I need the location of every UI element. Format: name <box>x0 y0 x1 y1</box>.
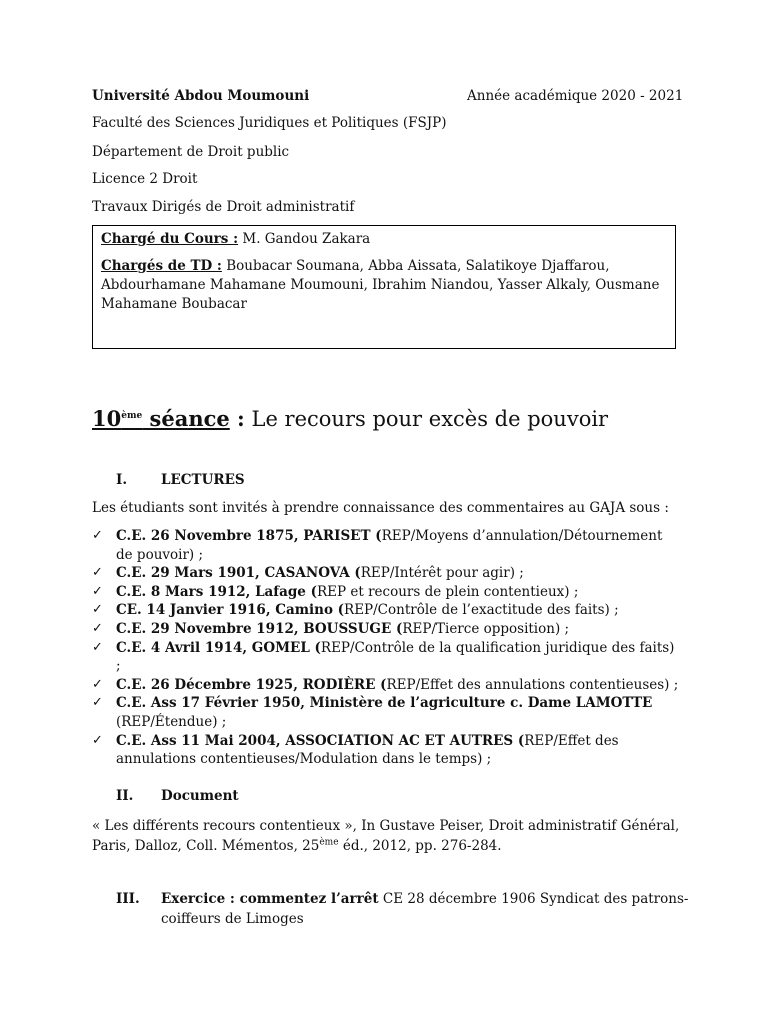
staff-box <box>92 225 676 349</box>
case-item <box>92 564 682 583</box>
course-lecturer <box>101 230 667 249</box>
td-instructors-label: Chargés de TD : <box>101 258 222 274</box>
checkmark-icon: ✓ <box>92 676 103 692</box>
section-heading-lectures: I. LECTURES <box>116 472 245 488</box>
case-citation: C.E. Ass 17 Février 1950, Ministère de l’agriculture c. Dame LAMOTTE <box>116 695 653 712</box>
section-heading-exercise: III. Exercice : commentez l’arrêt CE 28 décembre 1906 Syndicat des patrons- <box>116 891 689 907</box>
checkmark-icon: ✓ <box>92 565 103 581</box>
lectures-intro: Les étudiants sont invités à prendre connaissance des commentaires au GAJA sous : <box>92 500 669 516</box>
case-topic: REP/Effet des annulations contentieuses/Modulation dans le temps) ; <box>116 732 619 768</box>
case-item <box>92 601 682 620</box>
case-list <box>92 527 682 769</box>
course-lecturer-label: Chargé du Cours : <box>101 231 239 247</box>
session-topic: Le recours pour excès de pouvoir <box>244 407 609 431</box>
case-topic: REP/Tierce opposition) ; <box>402 620 570 637</box>
case-item <box>92 694 682 731</box>
session-title <box>92 406 608 431</box>
case-citation: C.E. Ass 11 Mai 2004, ASSOCIATION AC ET AUTRES ( <box>116 732 525 749</box>
checkmark-icon: ✓ <box>92 639 103 655</box>
case-citation: CE. 14 Janvier 1916, Camino ( <box>116 602 345 619</box>
case-topic: REP/Intérêt pour agir) ; <box>360 565 524 582</box>
course-name: Travaux Dirigés de Droit administratif <box>92 199 355 215</box>
case-item <box>92 620 682 639</box>
case-citation: C.E. 29 Mars 1901, CASANOVA ( <box>116 565 361 582</box>
university-name: Université Abdou Moumouni <box>92 88 310 104</box>
checkmark-icon: ✓ <box>92 695 103 711</box>
case-item <box>92 639 682 676</box>
faculty-name: Faculté des Sciences Juridiques et Politiques (FSJP) <box>92 115 447 131</box>
case-citation: C.E. 26 Décembre 1925, RODIÈRE ( <box>116 676 387 693</box>
section-heading-document: II. Document <box>116 788 239 804</box>
case-topic: (REP/Étendue) ; <box>116 713 227 730</box>
session-number: 10ème séance <box>92 406 230 431</box>
checkmark-icon: ✓ <box>92 732 103 748</box>
checkmark-icon: ✓ <box>92 583 103 599</box>
level-name: Licence 2 Droit <box>92 171 198 187</box>
case-topic: REP et recours de plein contentieux) ; <box>316 583 579 600</box>
course-lecturer-value: M. Gandou Zakara <box>238 231 371 247</box>
td-instructors <box>101 257 667 314</box>
case-citation: C.E. 26 Novembre 1875, PARISET ( <box>116 528 382 544</box>
case-citation: C.E. 29 Novembre 1912, BOUSSUGE ( <box>116 620 403 637</box>
case-citation: C.E. 8 Mars 1912, Lafage ( <box>116 583 317 600</box>
checkmark-icon: ✓ <box>92 620 103 636</box>
case-item <box>92 732 682 769</box>
case-item <box>92 527 682 564</box>
case-topic: REP/Effet des annulations contentieuses) ; <box>386 676 679 693</box>
td-instructors-line-2: Abdourhamane Mahamane Moumouni, Ibrahim Niandou, Yasser Alkaly, Ousmane <box>101 277 660 293</box>
academic-year: Année académique 2020 - 2021 <box>467 88 684 104</box>
case-item <box>92 583 682 602</box>
case-topic: REP/Contrôle de la qualification juridique des faits) ; <box>116 639 675 675</box>
td-instructors-line-1: Boubacar Soumana, Abba Aissata, Salatikoye Djaffarou, <box>221 258 610 274</box>
case-topic: REP/Moyens d’annulation/Détournement de pouvoir) ; <box>116 528 663 563</box>
td-instructors-line-3: Mahamane Boubacar <box>101 296 247 312</box>
exercise-text-line-2: coiffeurs de Limoges <box>161 911 304 927</box>
department-name: Département de Droit public <box>92 144 290 160</box>
case-citation: C.E. 4 Avril 1914, GOMEL ( <box>116 639 321 656</box>
case-topic: REP/Contrôle de l’exactitude des faits) ; <box>344 602 619 619</box>
document-reference: « Les différents recours contentieux », In Gustave Peiser, Droit administratif Général, Paris, Dalloz, Coll. Mémentos, 25ème éd., 2012, pp. 276-284. <box>92 818 680 854</box>
checkmark-icon: ✓ <box>92 528 103 543</box>
session-colon: : <box>229 406 245 431</box>
case-item <box>92 676 682 695</box>
checkmark-icon: ✓ <box>92 602 103 618</box>
